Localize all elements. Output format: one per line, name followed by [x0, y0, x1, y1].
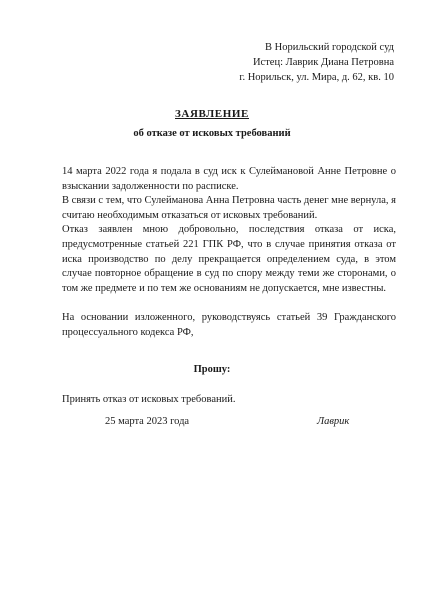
plaintiff-address: г. Норильск, ул. Мира, д. 62, кв. 10 — [239, 72, 394, 83]
paragraph-legal-basis: На основании изложенного, руководствуясь статьей 39 Гражданского процессуального кодекса РФ, — [62, 311, 396, 338]
paragraph-consequences: Отказ заявлен мною добровольно, последствия отказа от иска, предусмотренные статьей 221 ГПК РФ, что в случае принятия отказа от иска производство по делу прекращается определением суда, в этом случае повторное обращение в суд по спору между теми же сторонами, о том же предмете и по тем же основаниям не допускается, мне известны. — [62, 224, 396, 294]
paragraph-claim-filed: 14 марта 2022 года я подала в суд иск к Сулеймановой Анне Петровне о взыскании задолженности по расписке. — [62, 166, 396, 192]
document-body — [62, 165, 396, 340]
paragraph-reason: В связи с тем, что Сулейманова Анна Петровна часть денег мне вернула, я считаю необходимым отказаться от исковых требований. — [62, 195, 396, 221]
document-subtitle: об отказе от исковых требований — [133, 128, 291, 139]
document-date: 25 марта 2023 года — [105, 416, 190, 427]
request-text: Принять отказ от исковых требований. — [62, 394, 236, 405]
signature: Лаврик — [317, 416, 350, 427]
addressee-block — [239, 40, 394, 85]
court-name: В Норильский городской суд — [265, 42, 394, 53]
document-title: ЗАЯВЛЕНИЕ — [175, 108, 249, 120]
plaintiff-name: Истец: Лаврик Диана Петровна — [252, 57, 394, 68]
request-heading: Прошу: — [193, 364, 231, 375]
